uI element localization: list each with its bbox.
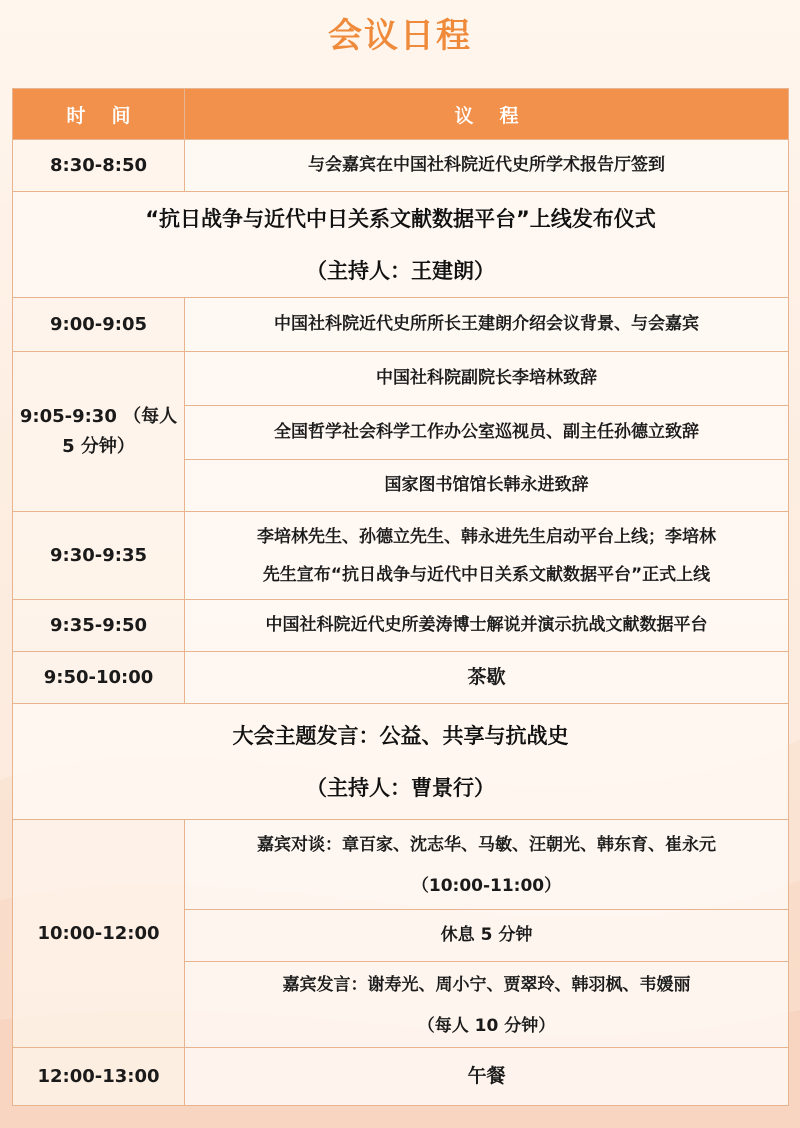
agenda-line: （每人 10 分钟） — [417, 1015, 556, 1036]
header-time: 时间 — [13, 89, 185, 140]
agenda-cell: 休息 5 分钟 — [185, 910, 789, 962]
time-cell: 9:50-10:00 — [13, 652, 185, 704]
session-title: 大会主题发言：公益、共享与抗战史 — [232, 723, 569, 748]
agenda-cell: 全国哲学社会科学工作办公室巡视员、副主任孙德立致辞 — [185, 406, 789, 460]
session-row — [13, 704, 789, 820]
table-row — [13, 652, 789, 704]
table-row — [13, 140, 789, 192]
session-host: （主持人：王建朗） — [306, 258, 495, 283]
agenda-line: 嘉宾发言：谢寿光、周小宁、贾翠玲、韩羽枫、韦媛丽 — [282, 974, 691, 995]
session-cell — [13, 704, 789, 820]
time-cell: 8:30-8:50 — [13, 140, 185, 192]
time-cell: 12:00-13:00 — [13, 1048, 185, 1106]
agenda-cell: 中国社科院副院长李培林致辞 — [185, 352, 789, 406]
time-cell: 9:35-9:50 — [13, 600, 185, 652]
session-host: （主持人：曹景行） — [306, 775, 495, 800]
time-cell: 10:00-12:00 — [13, 820, 185, 1048]
session-title: “抗日战争与近代中日关系文献数据平台”上线发布仪式 — [145, 206, 656, 231]
agenda-cell: 中国社科院近代史所所长王建朗介绍会议背景、与会嘉宾 — [185, 298, 789, 352]
time-cell: 9:00-9:05 — [13, 298, 185, 352]
agenda-cell — [185, 962, 789, 1048]
agenda-cell: 国家图书馆馆长韩永进致辞 — [185, 460, 789, 512]
schedule-table — [12, 88, 789, 1106]
time-range: 9:05-9:30 — [19, 405, 117, 427]
time-cell — [13, 352, 185, 512]
agenda-cell: 午餐 — [185, 1048, 789, 1106]
agenda-cell — [185, 512, 789, 600]
session-row — [13, 192, 789, 298]
agenda-cell: 与会嘉宾在中国社科院近代史所学术报告厅签到 — [185, 140, 789, 192]
agenda-cell — [185, 820, 789, 910]
time-cell: 9:30-9:35 — [13, 512, 185, 600]
table-row — [13, 298, 789, 352]
agenda-line: （10:00-11:00） — [411, 875, 562, 896]
table-row — [13, 512, 789, 600]
table-row — [13, 600, 789, 652]
table-row — [13, 820, 789, 910]
agenda-line: 嘉宾对谈：章百家、沈志华、马敏、汪朝光、韩东育、崔永元 — [257, 834, 716, 855]
agenda-line: 李培林先生、孙德立先生、韩永进先生启动平台上线；李培林 — [257, 526, 716, 547]
session-cell — [13, 192, 789, 298]
table-row — [13, 352, 789, 406]
agenda-cell: 中国社科院近代史所姜涛博士解说并演示抗战文献数据平台 — [185, 600, 789, 652]
page-title: 会议日程 — [328, 16, 472, 56]
agenda-cell: 茶歇 — [185, 652, 789, 704]
header-agenda: 议程 — [185, 89, 789, 140]
table-header-row — [13, 89, 789, 140]
agenda-line: 先生宣布“抗日战争与近代中日关系文献数据平台”正式上线 — [262, 564, 711, 585]
time-note: （每人 5 分钟） — [62, 405, 178, 457]
table-row — [13, 1048, 789, 1106]
